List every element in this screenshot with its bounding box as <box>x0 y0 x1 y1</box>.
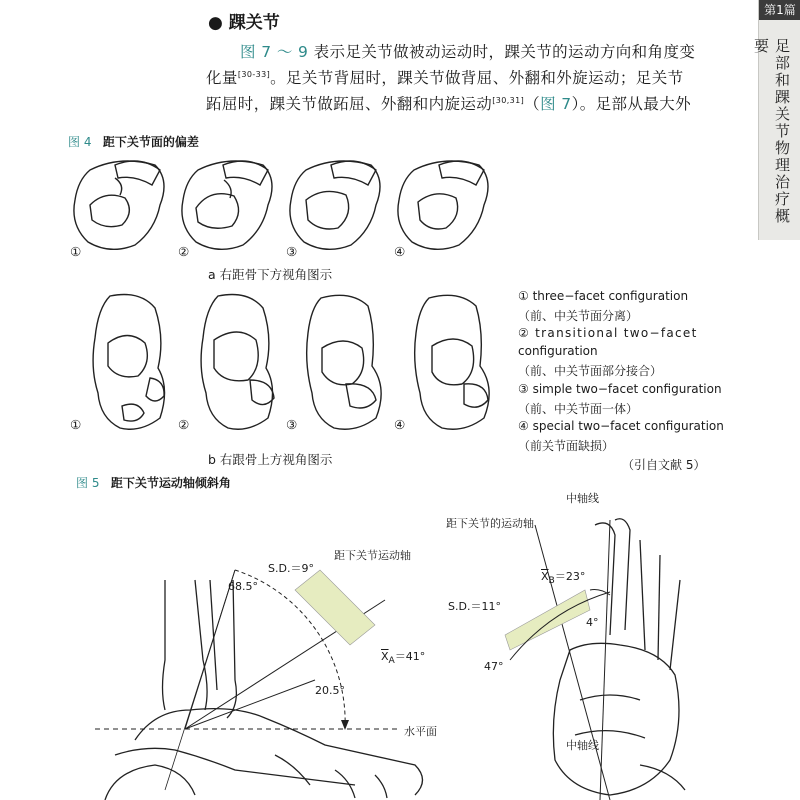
calcaneus-drawing-4 <box>415 295 489 429</box>
section-title: 踝关节 <box>228 13 280 33</box>
angle-mean-label <box>381 648 425 666</box>
axis-label-left: 距下关节运动轴 <box>334 549 411 562</box>
sd-band <box>295 570 375 645</box>
legend-line: （前、中关节面分离） <box>518 309 639 323</box>
figure-4-caption <box>68 133 199 150</box>
paragraph-text: 。足关节背屈时，踝关节做背屈、外翻和外旋运动；足关节 <box>270 69 684 87</box>
calcaneus-drawing-3 <box>307 295 381 429</box>
row-a-numbers <box>70 244 490 260</box>
calcaneus-drawing-2 <box>201 295 274 430</box>
center-axis-label: 中轴线 <box>566 739 599 752</box>
figure-ref-link[interactable]: 图 7 <box>540 95 572 113</box>
midline-label: 中轴线 <box>566 492 599 505</box>
paragraph-text: ）。足部从最大外 <box>571 95 692 113</box>
row-b-numbers <box>70 417 490 433</box>
mean-symbol: $\overline{X}$ <box>381 650 389 663</box>
subtalar-axis-line <box>535 525 610 800</box>
mean-subscript: B <box>548 575 555 587</box>
talus-drawing-1 <box>74 161 164 249</box>
figure-title: 距下关节运动轴倾斜角 <box>110 476 231 490</box>
figure-title: 距下关节面的偏差 <box>102 135 199 149</box>
row-b-num-2: ② <box>178 417 190 432</box>
figure-4b-caption: b 右跟骨上方视角图示 <box>208 452 333 467</box>
paragraph-line-1 <box>240 40 695 62</box>
figure-ref-link[interactable]: 图 7 ～ 9 <box>240 43 309 61</box>
legend-line: configuration <box>518 344 598 358</box>
talus-drawing-2 <box>182 161 272 249</box>
angle-small-label: 4° <box>586 616 599 629</box>
horizontal-plane-label: 水平面 <box>404 725 437 738</box>
calcaneus-drawings <box>60 288 500 438</box>
legend-line: （前关节面缺损） <box>518 439 615 453</box>
calcaneus-drawing-1 <box>93 295 164 430</box>
dorsal-foot-diagram <box>460 500 760 800</box>
chapter-tab: 第1篇 <box>759 0 800 20</box>
figure-label: 图 5 <box>76 476 100 490</box>
section-heading <box>208 8 280 33</box>
mean-value: ＝41° <box>394 650 426 663</box>
mean-label-right <box>541 568 585 586</box>
lateral-ankle-diagram <box>95 540 445 800</box>
chapter-sidebar <box>752 0 800 240</box>
figure-5-caption <box>76 474 231 491</box>
axis-label-right: 距下关节的运动轴 <box>446 517 534 530</box>
legend-line: （前、中关节面一体） <box>518 402 639 416</box>
row-a-num-1: ① <box>70 244 82 259</box>
row-a-num-3: ③ <box>286 244 298 259</box>
angle-low-label: 20.5° <box>315 684 345 697</box>
talus-drawing-3 <box>290 161 380 249</box>
row-a-num-4: ④ <box>394 244 406 259</box>
paragraph-line-2 <box>206 66 684 88</box>
row-b-num-1: ① <box>70 417 82 432</box>
sd-band-right <box>505 590 590 650</box>
paragraph-text: 跖屈时，踝关节做跖屈、外翻和内旋运动 <box>206 95 493 113</box>
tibia-outline <box>163 580 166 710</box>
midline <box>600 520 610 800</box>
talus-drawing-4 <box>398 161 488 249</box>
figure-4a-caption: a 右距骨下方视角图示 <box>208 267 333 282</box>
figure-label: 图 4 <box>68 135 92 149</box>
legend-line: ① three−facet configuration <box>518 289 689 303</box>
legend-line: ② transitional two−facet <box>518 326 698 340</box>
row-a-num-2: ② <box>178 244 190 259</box>
angle-high-label: 68.5° <box>228 580 258 593</box>
mean-subscript: A <box>388 655 395 667</box>
row-b-num-3: ③ <box>286 417 298 432</box>
mean-value: ＝23° <box>554 570 586 583</box>
paragraph-line-3 <box>206 92 691 114</box>
citation: [30-33] <box>237 69 271 79</box>
source-note: （引自文献 5） <box>622 458 706 472</box>
legend-line: （前、中关节面部分接合） <box>518 364 663 378</box>
row-b-num-4: ④ <box>394 417 406 432</box>
paragraph-text: （ <box>524 95 541 113</box>
paragraph-text: 表示足关节做被动运动时，踝关节的运动方向和角度变 <box>308 43 696 61</box>
bullet-icon: ● <box>208 13 223 33</box>
chapter-title: 足部和踝关节物理治疗概要 <box>752 38 791 225</box>
citation: [30,31] <box>492 95 525 105</box>
hallux-outline <box>615 519 630 630</box>
angle-large-label: 47° <box>484 660 504 673</box>
sd-label-left: S.D.＝9° <box>268 562 314 575</box>
legend-line: ④ special two−facet configuration <box>518 419 724 433</box>
sd-label-right: S.D.＝11° <box>448 600 501 613</box>
paragraph-text: 化量 <box>206 69 238 87</box>
legend-line: ③ simple two−facet configuration <box>518 382 722 396</box>
mean-symbol: $\overline{X}$ <box>541 570 549 583</box>
